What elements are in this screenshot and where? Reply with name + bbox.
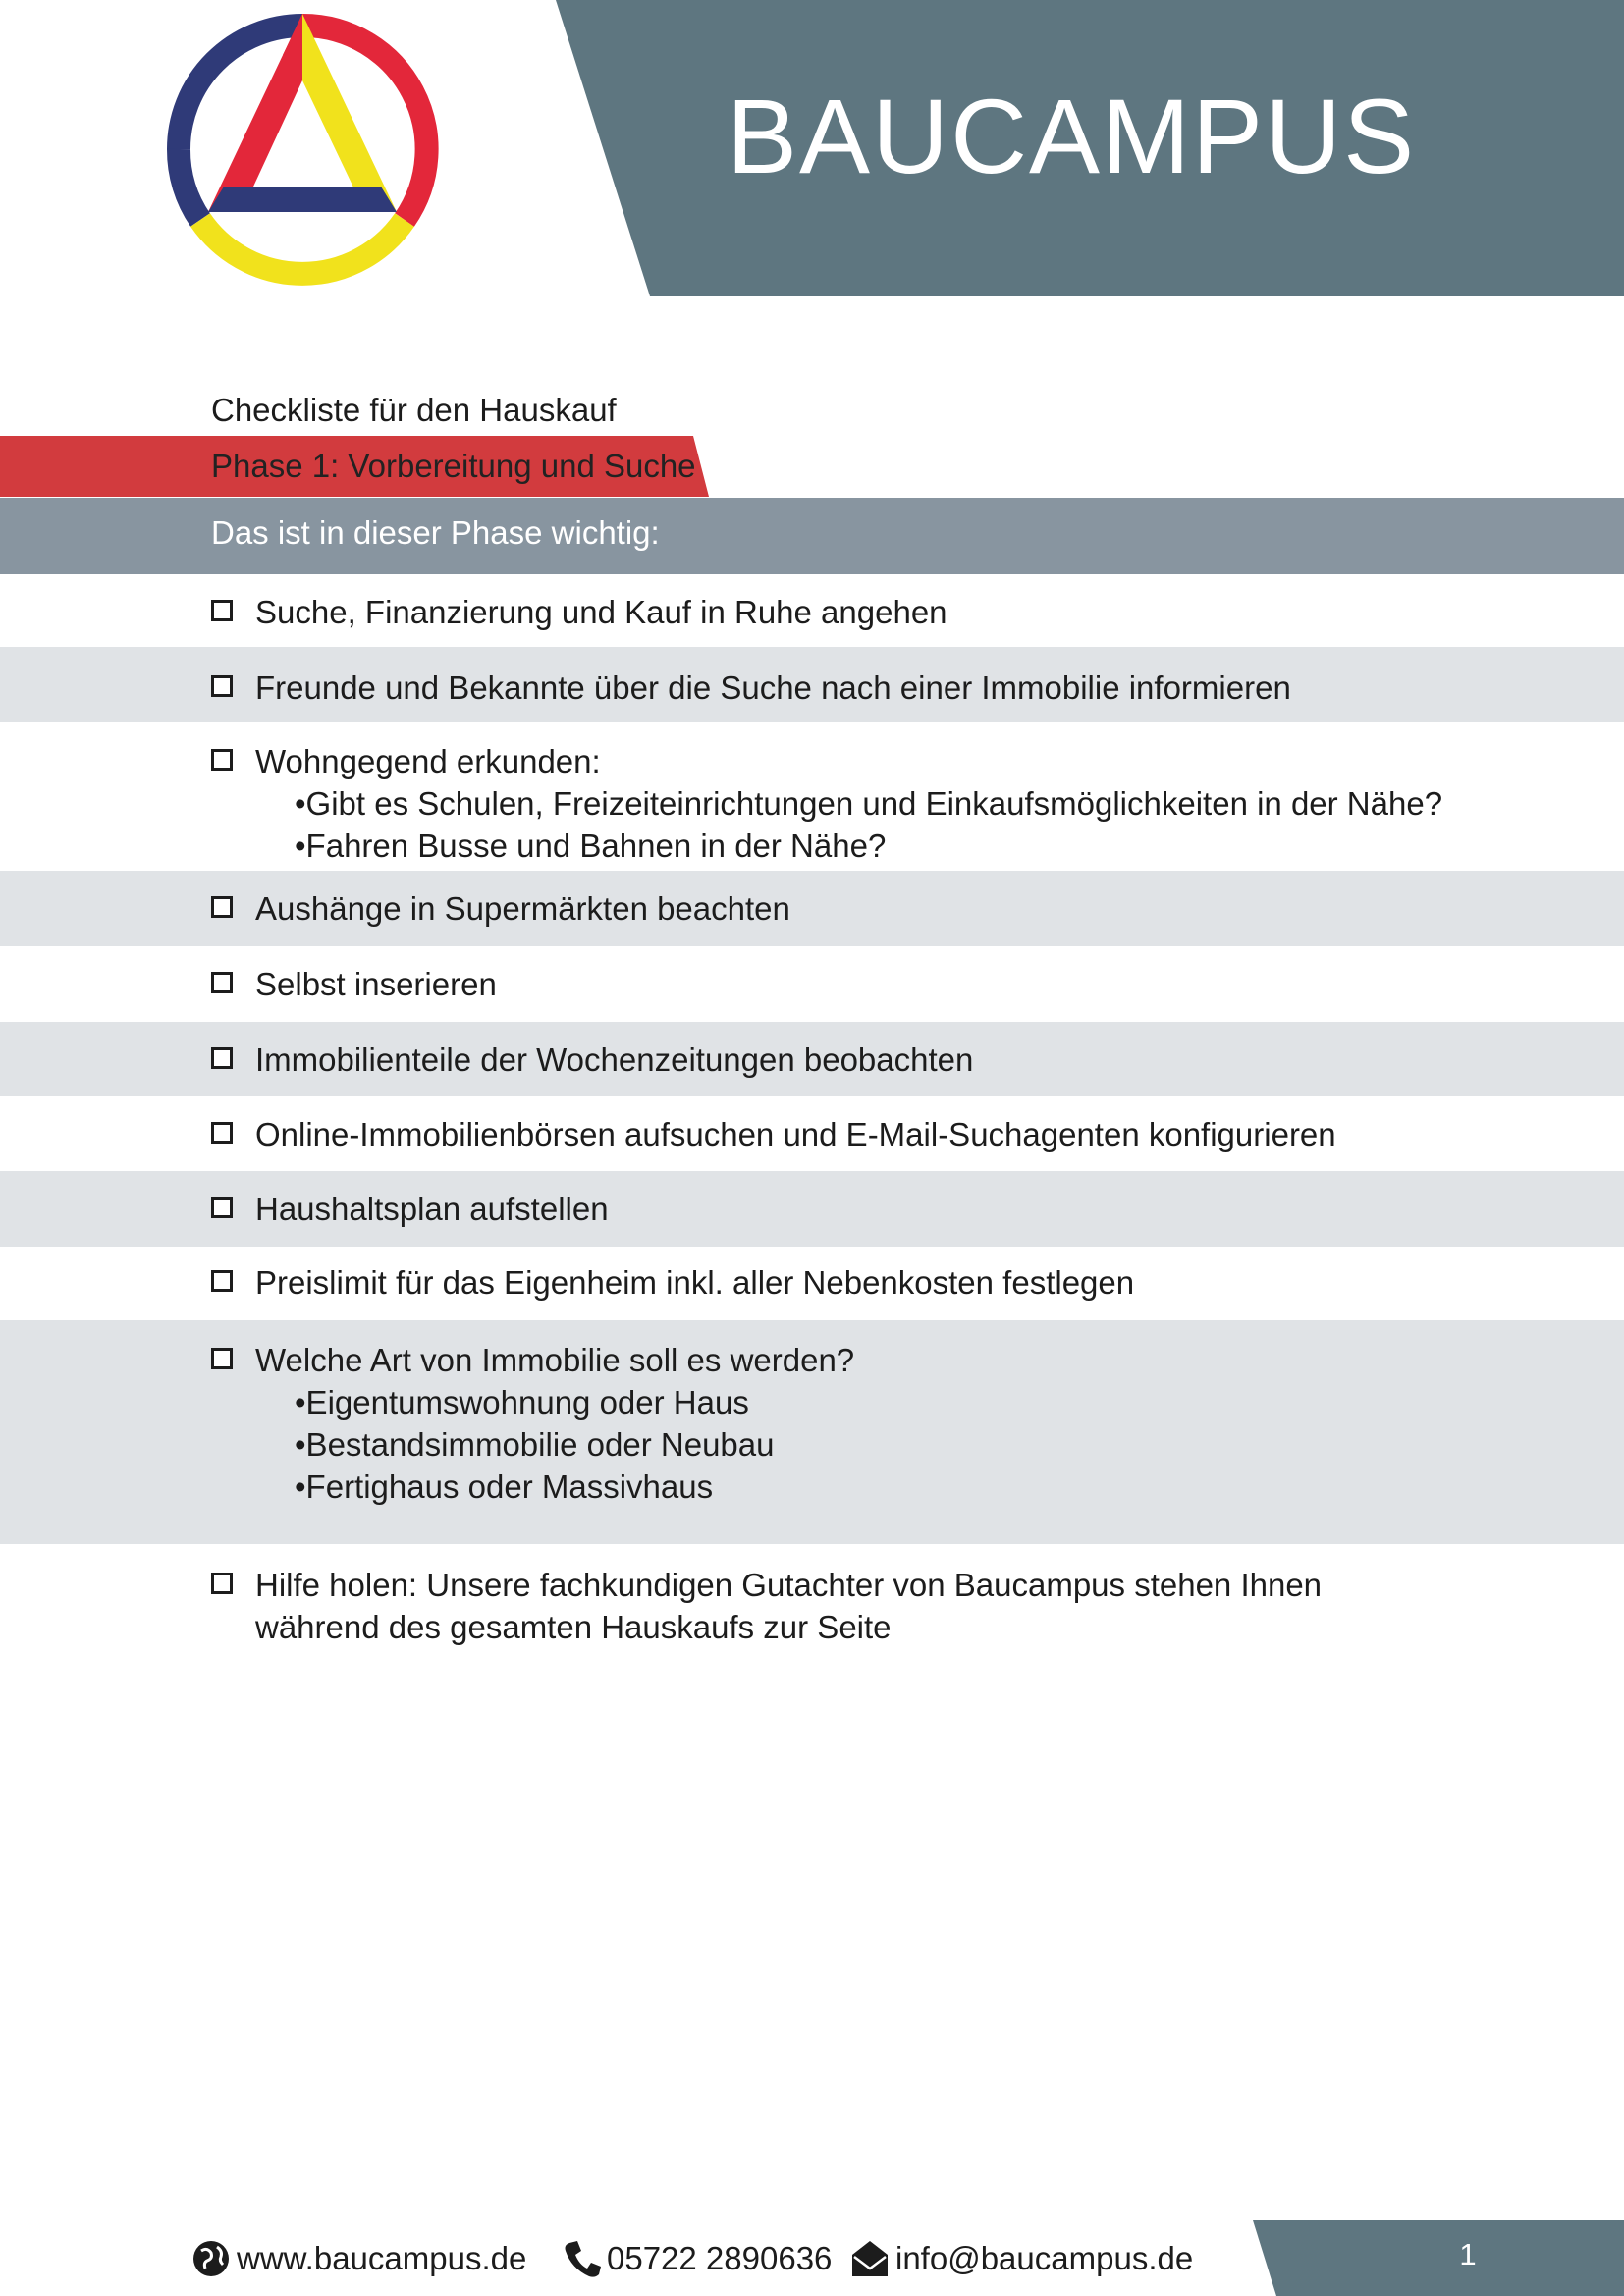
intro-label: Das ist in dieser Phase wichtig: [211, 514, 660, 551]
footer-phone-text: 05722 2890636 [607, 2240, 833, 2276]
checkbox[interactable] [211, 1047, 233, 1069]
checkbox[interactable] [211, 749, 233, 771]
checklist-item-text: Hilfe holen: Unsere fachkundigen Gutachter von Baucampus stehen Ihnen [255, 1567, 1323, 1603]
footer-website-text: www.baucampus.de [237, 2240, 527, 2276]
checkbox[interactable] [211, 1270, 233, 1292]
checklist-row [0, 871, 1624, 946]
checkbox[interactable] [211, 1573, 233, 1594]
checkbox[interactable] [211, 675, 233, 697]
checklist-item-text: Welche Art von Immobilie soll es werden? [255, 1342, 855, 1378]
checklist-item-text: Online-Immobilienbörsen aufsuchen und E-Mail-Suchagenten konfigurieren [255, 1116, 1336, 1152]
checkbox[interactable] [211, 600, 233, 621]
checklist-item-text: Freunde und Bekannte über die Suche nach einer Immobilie informieren [255, 669, 1291, 706]
checklist-subitem: •Fahren Busse und Bahnen in der Nähe? [295, 828, 887, 864]
checklist-row [0, 647, 1624, 722]
checklist-item-text: Immobilienteile der Wochenzeitungen beobachten [255, 1041, 974, 1078]
checklist-row [0, 574, 1624, 647]
footer-website[interactable] [191, 2234, 526, 2283]
globe-icon [191, 2237, 231, 2280]
footer-email[interactable] [850, 2234, 1193, 2283]
checklist-row [0, 946, 1624, 1022]
checklist-row [0, 1022, 1624, 1096]
checkbox[interactable] [211, 1348, 233, 1369]
footer-band [1253, 2220, 1624, 2296]
checklist-row [0, 1320, 1624, 1544]
phone-icon [562, 2237, 601, 2280]
checklist-item-text: Aushänge in Supermärkten beachten [255, 890, 790, 927]
checklist-subitem: •Bestandsimmobilie oder Neubau [295, 1426, 775, 1463]
checklist-item-text: Selbst inserieren [255, 966, 497, 1002]
checklist-row [0, 1544, 1624, 1652]
checklist-item-text: Preislimit für das Eigenheim inkl. aller Nebenkosten festlegen [255, 1264, 1135, 1301]
checklist-row [0, 1096, 1624, 1171]
page-number: 1 [1459, 2237, 1477, 2271]
checklist-row [0, 1171, 1624, 1247]
checklist-subitem: •Fertighaus oder Massivhaus [295, 1468, 714, 1505]
checkbox[interactable] [211, 1197, 233, 1218]
checklist-item-text: Wohngegend erkunden: [255, 743, 601, 779]
checklist-item-text: Suche, Finanzierung und Kauf in Ruhe angehen [255, 594, 947, 630]
envelope-icon [850, 2237, 890, 2280]
checklist-subitem: •Gibt es Schulen, Freizeiteinrichtungen und Einkaufsmöglichkeiten in der Nähe? [295, 785, 1443, 822]
footer-email-text: info@baucampus.de [895, 2240, 1194, 2276]
checkbox[interactable] [211, 1122, 233, 1144]
baucampus-logo [163, 10, 442, 289]
checklist-item-text-continued: während des gesamten Hauskaufs zur Seite [255, 1609, 892, 1645]
checkbox[interactable] [211, 896, 233, 918]
checklist-row [0, 722, 1624, 871]
footer-phone[interactable] [562, 2234, 832, 2283]
checklist-item-text: Haushaltsplan aufstellen [255, 1191, 609, 1227]
phase-label: Phase 1: Vorbereitung und Suche [211, 448, 696, 484]
checklist-row [0, 1247, 1624, 1320]
brand-title: BAUCAMPUS [727, 77, 1417, 195]
document-title: Checkliste für den Hauskauf [211, 392, 617, 428]
checkbox[interactable] [211, 972, 233, 993]
checklist-subitem: •Eigentumswohnung oder Haus [295, 1384, 749, 1420]
